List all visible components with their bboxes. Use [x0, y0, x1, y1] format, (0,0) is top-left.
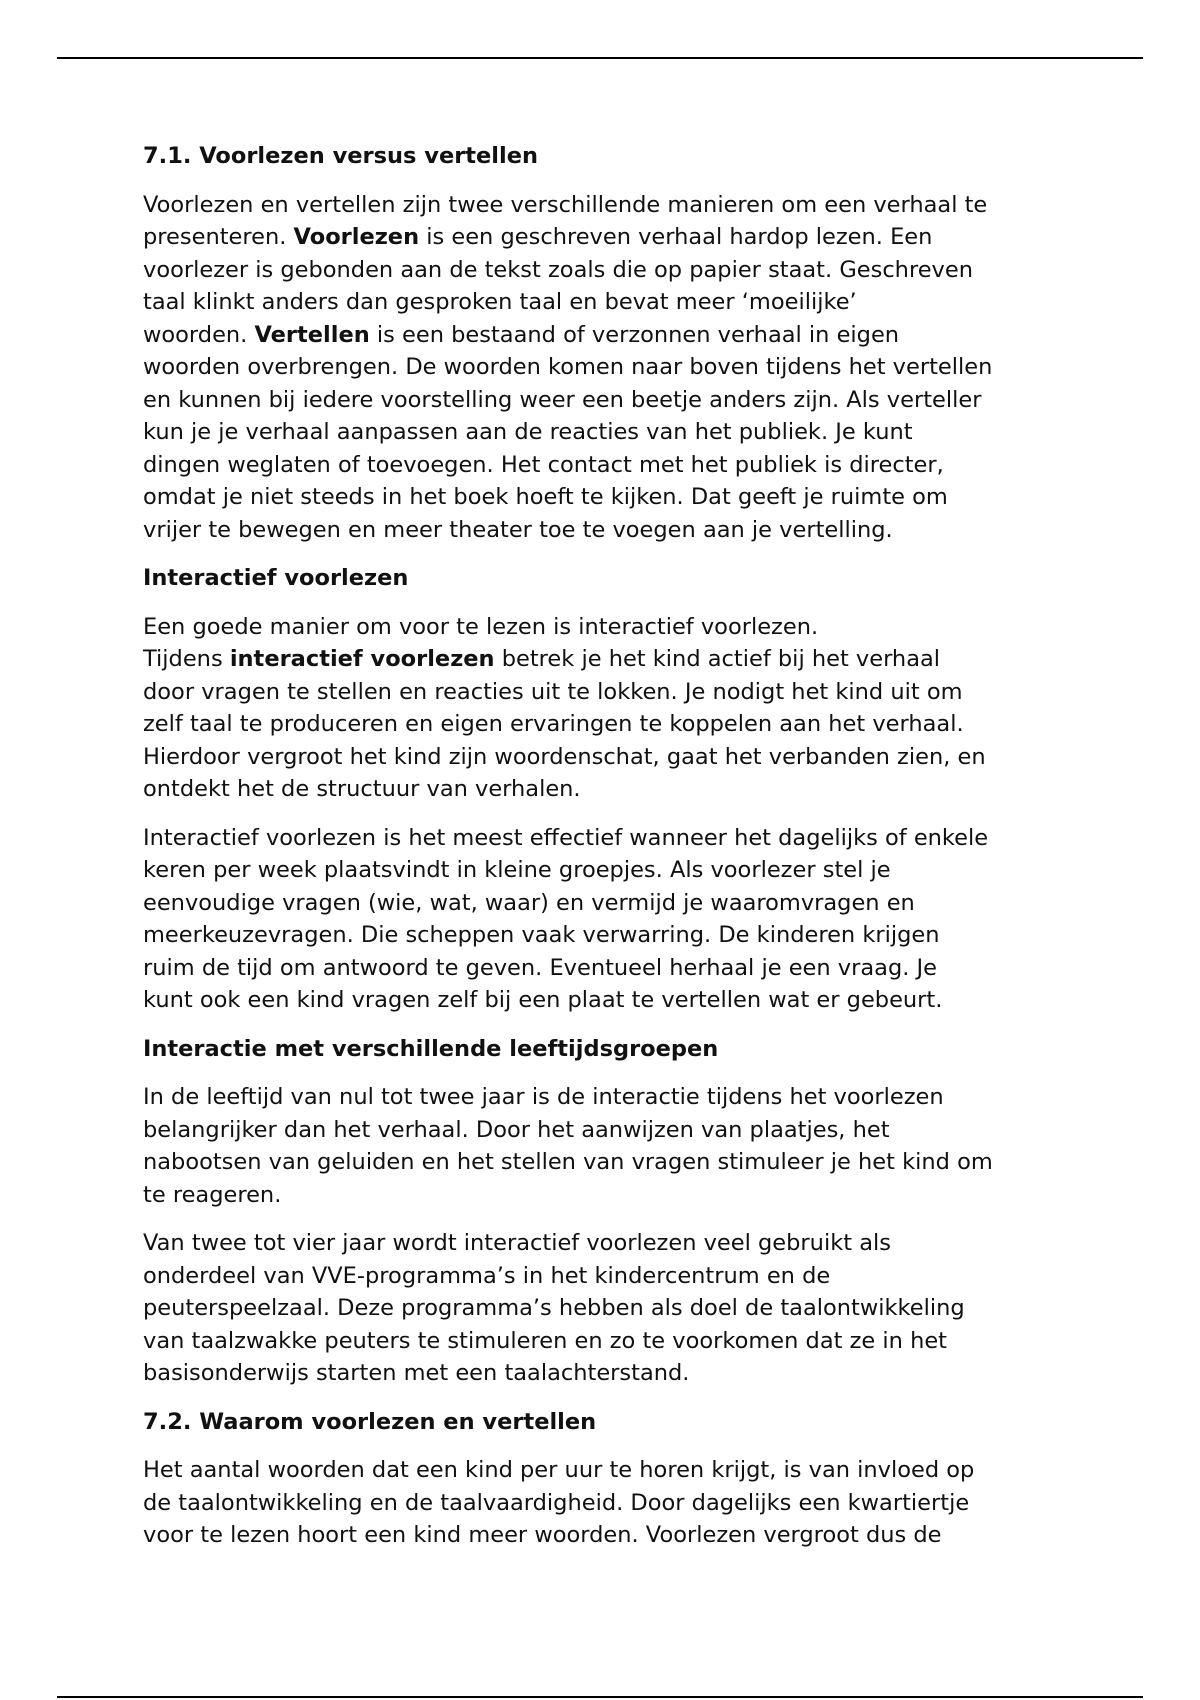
text-line — [143, 1357, 1063, 1390]
text-line — [143, 514, 1063, 547]
text-run: Tijdens — [143, 646, 230, 672]
text-line — [143, 384, 1063, 417]
text-line — [143, 254, 1063, 287]
text-run: van taalzwakke peuters te stimuleren en zo te voorkomen dat ze in het — [143, 1327, 947, 1354]
document-body — [143, 140, 1063, 1568]
text-line — [143, 449, 1063, 482]
text-line — [143, 643, 1063, 676]
text-run: ontdekt het de structuur van verhalen. — [143, 776, 581, 802]
text-line — [143, 1179, 1063, 1212]
bold-term: interactief voorlezen — [229, 646, 495, 672]
section-heading: Interactie met verschillende leeftijdsgroepen — [143, 1035, 719, 1062]
text-run: nabootsen van geluiden en het stellen van vragen stimuleer je het kind om — [143, 1149, 993, 1175]
text-line — [143, 854, 1063, 887]
text-run: Van twee tot vier jaar wordt interactief voorlezen veel gebruikt als — [143, 1230, 891, 1256]
text-run: omdat je niet steeds in het boek hoeft te kijken. Dat geeft je ruimte om — [143, 484, 948, 510]
text-run: betrek je het kind actief bij het verhaal — [494, 646, 941, 672]
text-run: onderdeel van VVE-programma’s in het kindercentrum en de — [143, 1262, 831, 1289]
text-line — [143, 481, 1063, 514]
text-run: taal klinkt anders dan gesproken taal en bevat meer ‘moeilijke’ — [143, 289, 857, 315]
text-line — [143, 919, 1063, 952]
text-line — [143, 1292, 1063, 1325]
paragraph — [143, 1454, 1063, 1552]
text-line — [143, 221, 1063, 254]
bold-term: Vertellen — [254, 321, 370, 348]
text-run: de taalontwikkeling en de taalvaardigheid. Door dagelijks een kwartiertje — [143, 1489, 970, 1516]
text-run: kunt ook een kind vragen zelf bij een plaat te vertellen wat er gebeurt. — [143, 987, 943, 1013]
text-run: belangrijker dan het verhaal. Door het aanwijzen van plaatjes, het — [143, 1116, 890, 1143]
paragraph — [143, 1227, 1063, 1390]
text-run: woorden. — [143, 321, 255, 348]
text-run: basisonderwijs starten met een taalachterstand. — [143, 1360, 690, 1386]
section-heading: 7.1. Voorlezen versus vertellen — [143, 143, 539, 169]
text-run: te reageren. — [143, 1181, 282, 1208]
text-line — [143, 1454, 1063, 1487]
text-run: meerkeuzevragen. Die scheppen vaak verwarring. De kinderen krijgen — [143, 922, 940, 948]
text-run: woorden overbrengen. De woorden komen naar boven tijdens het vertellen — [143, 354, 993, 380]
text-line — [143, 887, 1063, 920]
text-line — [143, 708, 1063, 741]
text-line — [143, 1487, 1063, 1520]
text-line — [143, 822, 1063, 855]
section-heading: Interactief voorlezen — [143, 565, 409, 591]
text-run: Een goede manier om voor te lezen is interactief voorlezen. — [143, 613, 819, 640]
text-run: is een bestaand of verzonnen verhaal in eigen — [369, 321, 900, 348]
text-line — [143, 286, 1063, 319]
bold-term: Voorlezen — [293, 224, 420, 250]
text-line — [143, 984, 1063, 1017]
text-run: Voorlezen en vertellen zijn twee verschillende manieren om een verhaal te — [143, 191, 988, 218]
section-heading: 7.2. Waarom voorlezen en vertellen — [143, 1408, 597, 1435]
text-line — [143, 1114, 1063, 1147]
text-line — [143, 773, 1063, 806]
text-line — [143, 1260, 1063, 1293]
text-line — [143, 952, 1063, 985]
text-line — [143, 741, 1063, 774]
text-line — [143, 676, 1063, 709]
text-line — [143, 611, 1063, 644]
text-run: keren per week plaatsvindt in kleine groepjes. Als voorlezer stel je — [143, 857, 891, 883]
text-run: In de leeftijd van nul tot twee jaar is de interactie tijdens het voorlezen — [143, 1084, 944, 1110]
text-line — [143, 189, 1063, 222]
text-run: dingen weglaten of toevoegen. Het contact met het publiek is directer, — [143, 451, 944, 478]
text-run: zelf taal te produceren en eigen ervaringen te koppelen aan het verhaal. — [143, 711, 964, 737]
text-line — [143, 351, 1063, 384]
text-line — [143, 416, 1063, 449]
paragraph — [143, 189, 1063, 547]
paragraph — [143, 1081, 1063, 1211]
text-run: is een geschreven verhaal hardop lezen. Een — [419, 224, 933, 250]
text-line — [143, 1519, 1063, 1552]
text-run: peuterspeelzaal. Deze programma’s hebben als doel de taalontwikkeling — [143, 1295, 965, 1321]
text-line — [143, 1227, 1063, 1260]
text-run: voor te lezen hoort een kind meer woorden. Voorlezen vergroot dus de — [143, 1522, 942, 1548]
paragraph — [143, 611, 1063, 806]
text-line — [143, 319, 1063, 352]
text-line — [143, 1146, 1063, 1179]
text-run: kun je je verhaal aanpassen aan de reacties van het publiek. Je kunt — [143, 419, 913, 445]
text-run: door vragen te stellen en reacties uit te lokken. Je nodigt het kind uit om — [143, 678, 963, 705]
text-run: Het aantal woorden dat een kind per uur te horen krijgt, is van invloed op — [143, 1457, 975, 1483]
top-rule — [57, 57, 1143, 59]
text-run: Hierdoor vergroot het kind zijn woordenschat, gaat het verbanden zien, en — [143, 743, 986, 770]
text-line — [143, 1081, 1063, 1114]
text-run: Interactief voorlezen is het meest effectief wanneer het dagelijks of enkele — [143, 824, 989, 851]
text-run: ruim de tijd om antwoord te geven. Eventueel herhaal je een vraag. Je — [143, 954, 938, 981]
bottom-rule — [57, 1696, 1143, 1698]
text-run: eenvoudige vragen (wie, wat, waar) en vermijd je waaromvragen en — [143, 889, 915, 916]
text-run: en kunnen bij iedere voorstelling weer een beetje anders zijn. Als verteller — [143, 386, 982, 413]
text-run: presenteren. — [143, 224, 294, 250]
paragraph — [143, 822, 1063, 1017]
text-run: voorlezer is gebonden aan de tekst zoals die op papier staat. Geschreven — [143, 256, 973, 283]
text-run: vrijer te bewegen en meer theater toe te voegen aan je vertelling. — [143, 516, 893, 543]
text-line — [143, 1325, 1063, 1358]
